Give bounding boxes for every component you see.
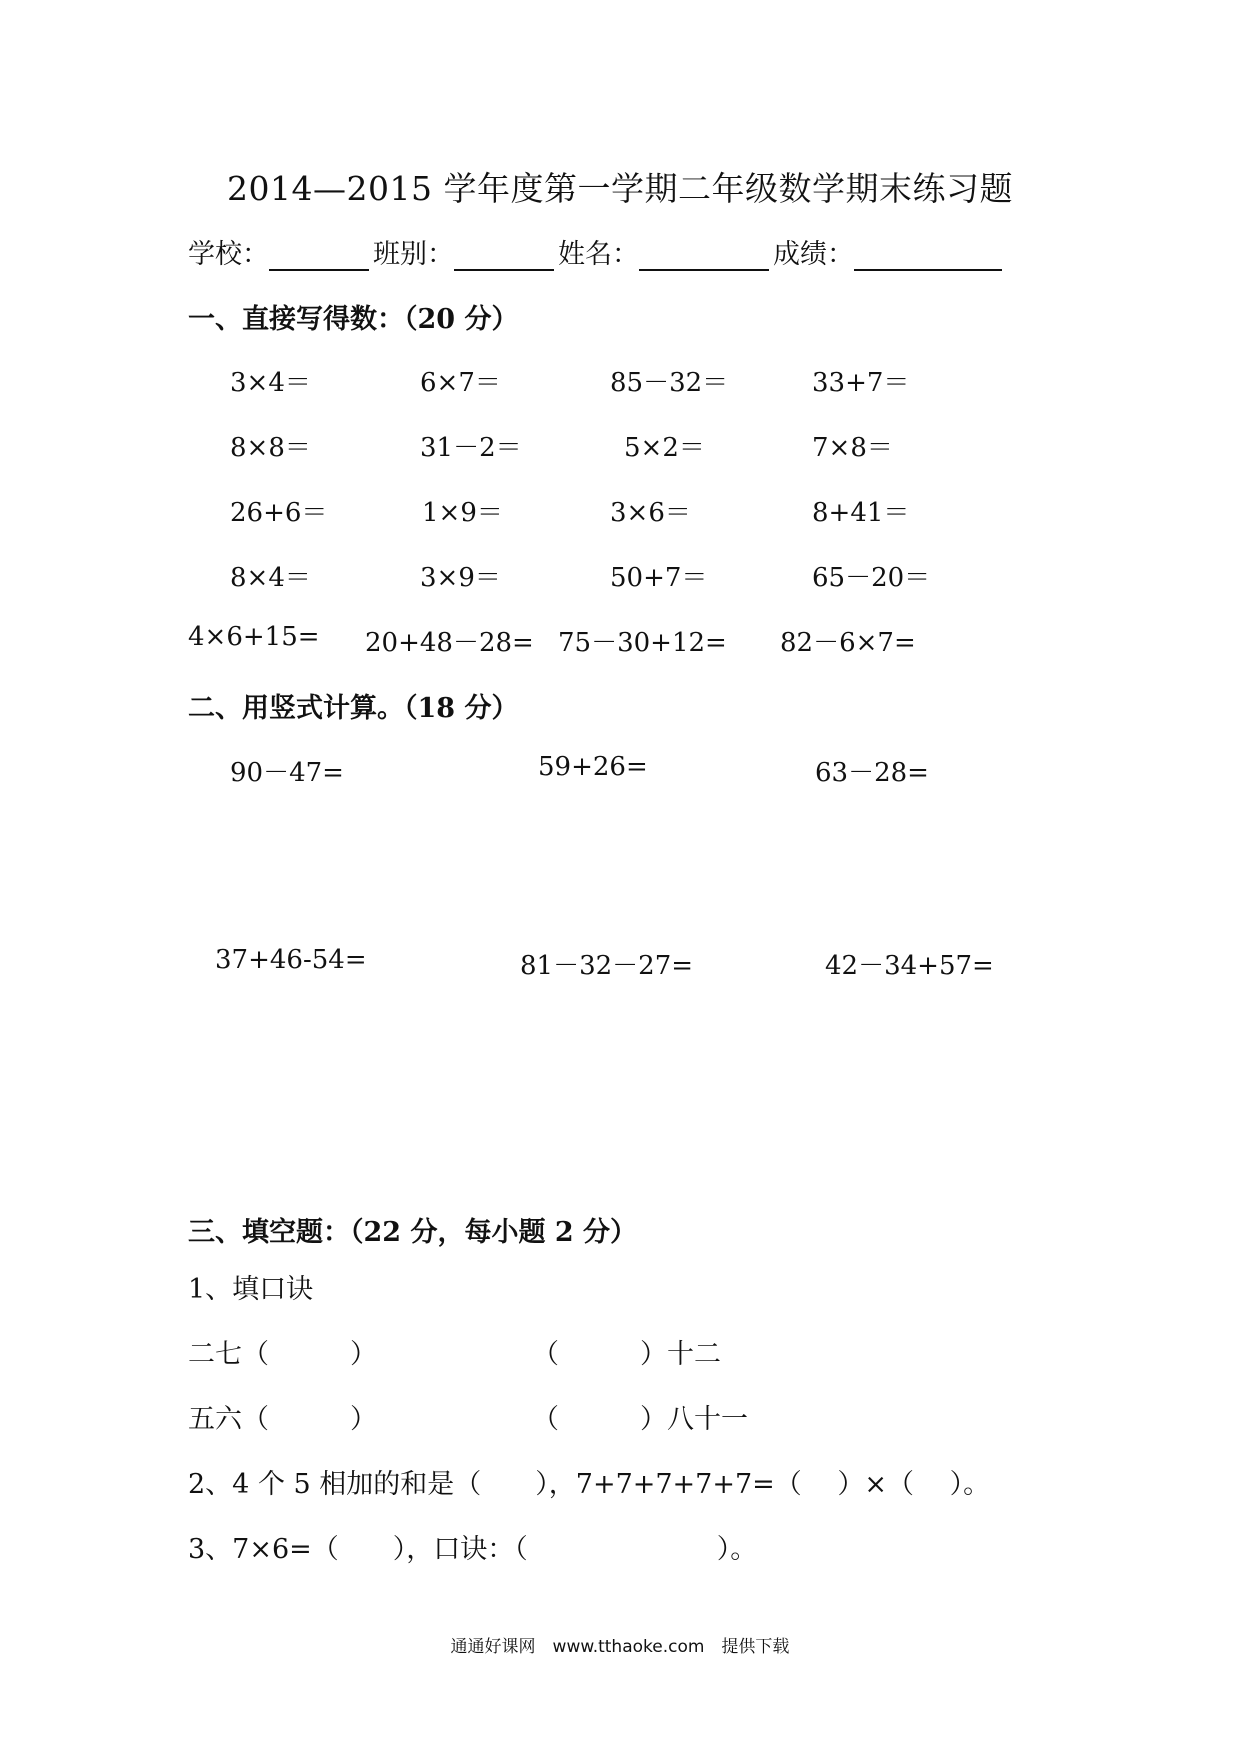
expr: 4×6+15= bbox=[188, 622, 320, 652]
expr: 65－20＝ bbox=[812, 563, 931, 593]
question-3: 3、7×6=（ ），口诀：（ ）。 bbox=[188, 1534, 758, 1565]
expr: 33+7＝ bbox=[812, 368, 910, 398]
class-blank[interactable] bbox=[454, 239, 554, 271]
expr: 3×4＝ bbox=[230, 368, 311, 398]
school-blank[interactable] bbox=[269, 239, 369, 271]
page-title: 2014—2015 学年度第一学期二年级数学期末练习题 bbox=[227, 169, 1013, 208]
expr: 75－30+12= bbox=[558, 628, 727, 658]
expr: 59+26= bbox=[538, 752, 648, 782]
expr: 1×9＝ bbox=[422, 498, 503, 528]
expr: 8+41＝ bbox=[812, 498, 910, 528]
expr: 26+6＝ bbox=[230, 498, 328, 528]
class-label: 班别： bbox=[373, 239, 454, 270]
expr: 31－2＝ bbox=[420, 433, 522, 463]
score-blank[interactable] bbox=[854, 239, 1002, 271]
expr: 20+48－28= bbox=[365, 628, 534, 658]
question-2: 2、4 个 5 相加的和是（ ），7+7+7+7+7=（ ）×（ ）。 bbox=[188, 1469, 991, 1500]
student-info-line bbox=[188, 232, 1006, 271]
question-1-item: （ ）八十一 bbox=[532, 1404, 748, 1435]
expr: 82－6×7= bbox=[780, 628, 916, 658]
section2-heading: 二、用竖式计算。（18 分） bbox=[188, 693, 519, 724]
question-1-item: （ ）十二 bbox=[532, 1339, 721, 1370]
expr: 37+46-54= bbox=[215, 945, 367, 975]
score-label: 成绩： bbox=[773, 239, 854, 270]
expr: 63－28= bbox=[815, 758, 929, 788]
expr: 42－34+57= bbox=[825, 951, 994, 981]
expr: 8×4＝ bbox=[230, 563, 311, 593]
question-1-item: 五六（ ） bbox=[188, 1404, 377, 1435]
question-1-item: 二七（ ） bbox=[188, 1339, 377, 1370]
name-label: 姓名： bbox=[558, 239, 639, 270]
expr: 5×2＝ bbox=[624, 433, 705, 463]
expr: 8×8＝ bbox=[230, 433, 311, 463]
expr: 81－32－27= bbox=[520, 951, 694, 981]
expr: 3×6＝ bbox=[610, 498, 691, 528]
expr: 50+7＝ bbox=[610, 563, 708, 593]
school-label: 学校： bbox=[188, 239, 269, 270]
expr: 90－47= bbox=[230, 758, 344, 788]
expr: 7×8＝ bbox=[812, 433, 893, 463]
expr: 3×9＝ bbox=[420, 563, 501, 593]
expr: 6×7＝ bbox=[420, 368, 501, 398]
question-1: 1、填口诀 bbox=[188, 1274, 314, 1305]
footer-credit: 通通好课网 www.tthaoke.com 提供下载 bbox=[450, 1637, 790, 1657]
expr: 85－32＝ bbox=[610, 368, 729, 398]
section1-heading: 一、直接写得数：（20 分） bbox=[188, 304, 519, 335]
section3-heading: 三、填空题：（22 分，每小题 2 分） bbox=[188, 1217, 638, 1248]
name-blank[interactable] bbox=[639, 239, 769, 271]
